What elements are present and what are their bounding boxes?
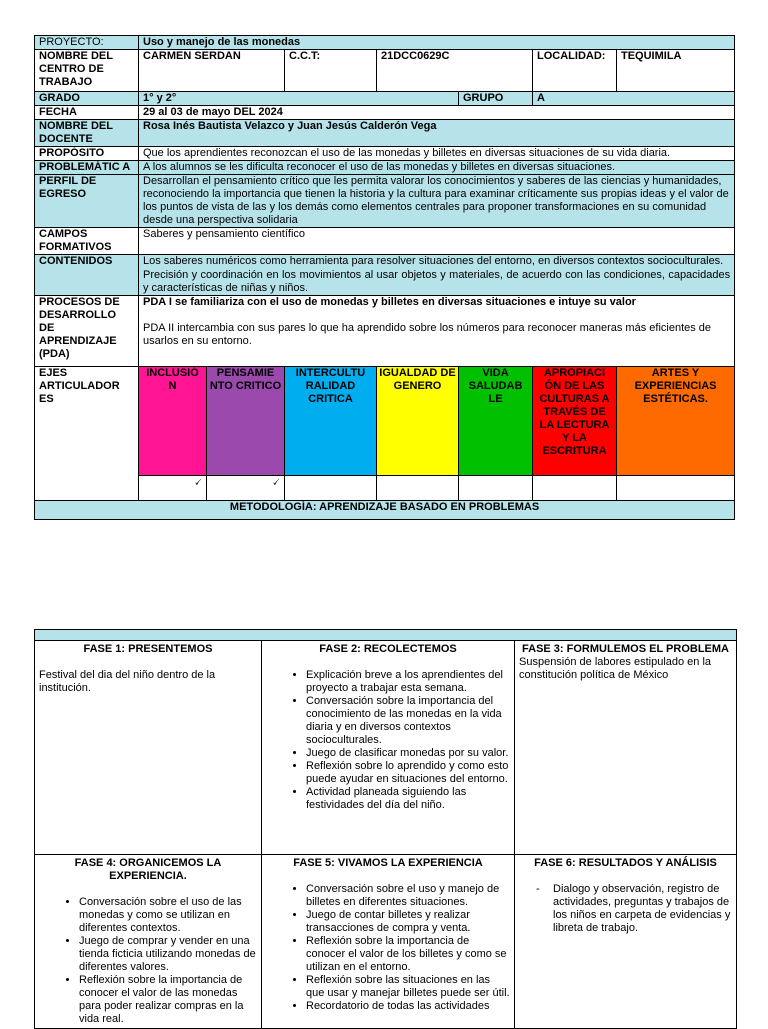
check-empty [377,476,459,501]
list-item: • Juego de comprar y vender en una tienda ficticia utilizando monedas de diferentes valores. [79,935,257,974]
cct-value: 21DCC0629C [377,50,533,92]
list-item: • Reflexión sobre lo aprendido y como esto puede ayudar en situaciones del entorno. [306,760,510,786]
eje-pensamiento-critico: PENSAMIE NTO CRITICO [207,367,285,476]
fase-3-cell [515,641,737,855]
campos-label: CAMPOS FORMATIVOS [35,228,139,255]
row-campos [35,228,735,255]
list-item: • Reflexión sobre las situaciones en las que usar y manejar billetes puede ser útil. [306,974,510,1000]
cct-label: C.C.T: [285,50,377,92]
row-centro [35,50,735,92]
centro-label: NOMBRE DEL CENTRO DE TRABAJO [35,50,139,92]
fase-6-title: FASE 6: RESULTADOS Y ANÁLISIS [534,857,717,869]
grado-value: 1° y 2° [139,92,459,106]
list-item: - Dialogo y observación, registro de actividades, preguntas y trabajos de los niños en carpeta de evidencias y libreta de trabajo. [553,883,732,935]
contenidos-label: CONTENIDOS [35,255,139,296]
ejes-label: EJES ARTICULADOR ES [35,367,139,501]
fase-4-cell [35,855,262,1029]
list-item: • Explicación breve a los aprendientes del proyecto a trabajar esta semana. [306,669,510,695]
localidad-value: TEQUIMILA [617,50,735,92]
grupo-value: A [533,92,735,106]
row-perfil [35,175,735,228]
fase-2-title: FASE 2: RECOLECTEMOS [319,643,457,655]
pda-1: PDA I se familiariza con el uso de monedas y billetes en diversas situaciones e intuye su valor [143,296,636,308]
row-grado [35,92,735,106]
grupo-label: GRUPO [459,92,533,106]
list-item: • Conversación sobre el uso de las monedas y como se utilizan en diferentes contextos. [79,896,257,935]
fase-4-title: FASE 4: ORGANICEMOS LA EXPERIENCIA. [74,857,222,882]
row-problematica [35,161,735,175]
list-item: • Juego de clasificar monedas por su valor. [306,747,510,760]
proposito-value: Que los aprendientes reconozcan el uso de las monedas y billetes en diversas situaciones de su vida diaria. [139,147,735,161]
eje-interculturalidad: INTERCULTU RALIDAD CRITICA [285,367,377,476]
list-item: • Recordatorio de todas las actividades [306,1000,510,1013]
pda-value [139,296,735,367]
eje-igualdad-genero: IGUALDAD DE GENERO [377,367,459,476]
row-metodologia [35,501,735,520]
check-empty [617,476,735,501]
problematica-value: A los alumnos se les dificulta reconocer el uso de las monedas y billetes en diversas situaciones. [139,161,735,175]
check-empty [533,476,617,501]
contenidos-value [139,255,735,296]
proyecto-value: Uso y manejo de las monedas [139,36,735,50]
contenidos-line-2: Precisión y coordinación en los movimientos al usar objetos y materiales, de acuerdo con las condiciones, capacidades y características de niñas y niños. [143,269,731,294]
problematica-label: PROBLEMÁTIC A [35,161,139,175]
row-ejes [35,367,735,476]
metodologia: METODOLOGÍA: APRENDIZAJE BASADO EN PROBLEMAS [35,501,735,520]
row-contenidos [35,255,735,296]
row-fecha [35,106,735,120]
check-empty [285,476,377,501]
list-item: • Conversación sobre el uso y manejo de billetes en diferentes situaciones. [306,883,510,909]
proposito-label: PROPÓSITO [35,147,139,161]
fase-1-title: FASE 1: PRESENTEMOS [83,643,213,655]
campos-value: Saberes y pensamiento científico [139,228,735,255]
eje-artes: ARTES Y EXPERIENCIAS ESTÉTICAS. [617,367,735,476]
row-proyecto [35,36,735,50]
row-ejes-checks [35,476,735,501]
check-mark-icon: 🗸 [207,476,285,501]
fecha-value: 29 al 03 de mayo DEL 2024 [139,106,735,120]
eje-apropiacion-culturas: APROPIACI ÓN DE LAS CULTURAS A TRAVÉS DE LA LECTURA Y LA ESCRITURA [533,367,617,476]
list-item: • Reflexión sobre la importancia de conocer el valor de los billetes y como se utilizan en el entorno. [306,935,510,974]
fase-4-list [39,896,257,1026]
fase-5-title: FASE 5: VIVAMOS LA EXPERIENCIA [293,857,483,869]
docente-value: Rosa Inés Bautista Velazco y Juan Jesús Calderón Vega [139,120,735,147]
row-pda [35,296,735,367]
row-proposito [35,147,735,161]
fase-2-list [266,669,510,812]
fase-3-title: FASE 3: FORMULEMOS EL PROBLEMA [522,643,729,655]
fecha-label: FECHA [35,106,139,120]
fase-1-text: Festival del dia del niño dentro de la institución. [39,669,216,694]
contenidos-line-1: Los saberes numéricos como herramienta para resolver situaciones del entorno, en diversos contextos socioculturales. [143,255,724,267]
fase-6-list [519,883,732,935]
fase-1-cell [35,641,262,855]
fase-3-text: Suspensión de labores estipulado en la constitución política de México [519,656,712,681]
fase-6-cell [515,855,737,1029]
planning-header-table [34,35,735,520]
grado-label: GRADO [35,92,139,106]
check-mark-icon: 🗸 [139,476,207,501]
list-item: • Actividad planeada siguiendo las festividades del día del niño. [306,786,510,812]
perfil-label: PERFIL DE EGRESO [35,175,139,228]
centro-value: CARMEN SERDAN [139,50,285,92]
phases-table [34,629,737,1029]
list-item: • Conversación sobre la importancia del conocimiento de las monedas en la vida diaria y en diversos contextos socioculturales. [306,695,510,747]
list-item: • Reflexión sobre la importancia de conocer el valor de las monedas para poder realizar compras en la vida real. [79,974,257,1026]
eje-vida-saludable: VIDA SALUDAB LE [459,367,533,476]
fase-2-cell [262,641,515,855]
proyecto-label: PROYECTO: [35,36,139,50]
docente-label: NOMBRE DEL DOCENTE [35,120,139,147]
phases-top-bar [35,630,737,641]
check-empty [459,476,533,501]
row-docente [35,120,735,147]
perfil-value: Desarrollan el pensamiento crítico que les permita valorar los conocimientos y saberes de las ciencias y humanidades, reconociendo la importancia que tienen la historia y la cultura para examinar críticamente sus propias ideas y el valor de los puntos de vista de las y los demás como elementos centrales para proponer transformaciones en su comunidad desde una perspectiva solidaria [139,175,735,228]
list-item: • Juego de contar billetes y realizar transacciones de compra y venta. [306,909,510,935]
pda-2: PDA II intercambia con sus pares lo que ha aprendido sobre los números para reconocer maneras más eficientes de usarlos en su entorno. [143,322,712,347]
fase-5-list [266,883,510,1013]
eje-inclusion: INCLUSIÓ N [139,367,207,476]
localidad-label: LOCALIDAD: [533,50,617,92]
fase-5-cell [262,855,515,1029]
pda-label: PROCESOS DE DESARROLLO DE APRENDIZAJE (PDA) [35,296,139,367]
